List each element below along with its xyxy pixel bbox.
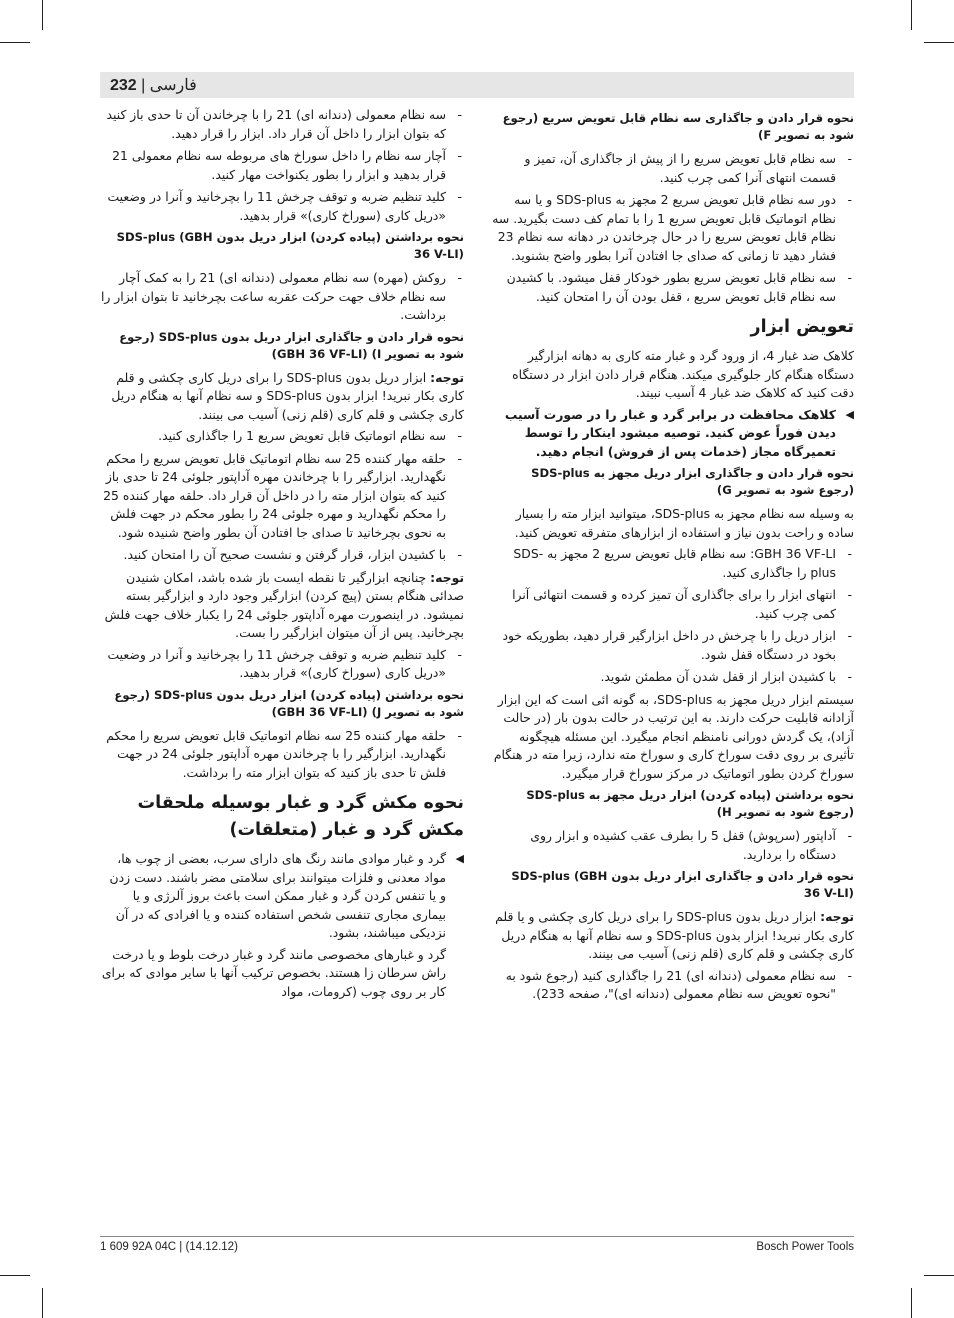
list-item: - کلید تنظیم ضربه و توقف چرخش 11 را بچرخانید و آنرا در وضعیت «دریل کاری (سوراخ کاری)» قرار بدهید. (107, 646, 462, 680)
dash-marker: - (847, 967, 852, 983)
crop-mark (0, 42, 30, 43)
crop-mark (924, 42, 954, 43)
dash-marker: - (847, 828, 852, 843)
dash-marker: - (457, 727, 462, 743)
header-separator: | (136, 77, 150, 94)
list-item: - کلید تنظیم ضربه و توقف چرخش 11 را بچرخانید و آنرا در وضعیت «دریل کاری (سوراخ کاری)» قرار بدهید. (107, 189, 462, 223)
crop-mark (42, 1288, 43, 1318)
paragraph: کلاهک ضد غبار 4، از ورود گرد و غبار مته کاری به دهانه ابزارگیر دستگاه هنگام کار جلوگیری میکند. هنگام قرار دادن ابزار در دستگاه دقت کنید که کلاهک ضد غبار 4 آسیب نبیند. (512, 348, 854, 400)
list-item: - ابزار دریل را با چرخش در داخل ابزارگیر قرار دهید، بطوریکه خود بخود در دستگاه قفل شود. (502, 628, 852, 662)
tools-heading: تعویض ابزار (750, 317, 854, 337)
dash-marker: - (457, 270, 462, 285)
dash-marker: - (457, 646, 462, 662)
section-heading: نحوه برداشتن (پیاده کردن) ابزار دریل بدون SDS-plus (GBH 36 V-LI) (116, 230, 464, 261)
footer-doc-code: 1 609 92A 04C | (14.12.12) (100, 1241, 238, 1253)
dash-marker: - (847, 587, 852, 602)
list-item: - سه نظام اتوماتیک قابل تعویض سریع 1 را جاگذاری کنید. (100, 427, 464, 446)
list-item: - با کشیدن ابزار از قفل شدن آن مطمئن شوید. (492, 668, 854, 687)
paragraph: به وسیله سه نظام مجهز به SDS-plus، میتوانید ابزار مته را بسیار ساده و راحت بدون نیاز و استفاده از ابزارهای متفرقه تعویض کنید. (514, 506, 854, 540)
crop-mark (911, 0, 912, 30)
note: توجه: ابزار دریل بدون SDS-plus را برای دریل کاری چکشی و یا قلم کاری بکار نبرید! ابزار بدون SDS-plus و سه نظام آنها به هنگام دریل کاری چکشی و قلم کاری (قلم زنی) آسیب می بینند. (495, 909, 854, 961)
warning-triangle-icon: ◀ (845, 407, 854, 421)
footer-brand: Bosch Power Tools (756, 1241, 854, 1253)
paragraph: گرد و غبارهای مخصوصی مانند گرد و غبار درخت بلوط و یا درخت راش سرطان زا هستند. بخصوص ترکیب آنها با سایر موادی که برای کار بر روی چوب (کرومات، مواد (101, 946, 446, 999)
right-column (492, 106, 854, 1008)
note: توجه: ابزار دریل بدون SDS-plus را برای دریل کاری چکشی و قلم کاری بکار نبرید! ابزار بدون SDS-plus و سه نظام آنها به هنگام دریل کاری چکشی و قلم کاری (قلم زنی) آسیب می بینند. (111, 369, 464, 422)
paragraph: سیستم ابزار دریل مجهز به SDS-plus، به گونه ائی است که این ابزار آزادانه قابلیت حرکت دارند. به این ترتیب در حالت بدون بار (در حالت آزاد)، یک گردش دورانی نامنظم انجام میگیرد. این مسئله هیچگونه تأثیری بر روی دقت سوراخ کاری و سوراخ مته ندارد، زیرا مته در هنگام سوراخ کردن بطور اتوماتیک در مرکز سوراخ قرار میگیرد. (493, 691, 854, 781)
section-heading: نحوه برداشتن (پیاده کردن) ابزار دریل مجهز به SDS-plus (رجوع شود به تصویر H) (526, 788, 854, 819)
list-item: - سه نظام معمولی (دندانه ای) 21 را جاگذاری کنید (رجوع شود به "نحوه تعویض سه نظام معمولی (دندانه ای)"، صفحه 233). (505, 967, 852, 1001)
warning-item: ◀ گرد و غبار موادی مانند رنگ های دارای سرب، بعضی از چوب ها، مواد معدنی و فلزات میتوانند برای سلامتی مضر باشند. دست زدن و یا تنفس کردن گرد و غبار ممکن است باعث بروز آلرژی و یا بیماری مجاری تنفسی شخص استفاده کننده و یا افرادی که در آن نزدیکی میباشند، بشود. (109, 851, 464, 940)
section-heading: نحوه قرار دادن و جاگذاری سه نظام قابل تعویض سریع (رجوع شود به تصویر F) (502, 111, 854, 142)
list-item: - GBH 36 VF-LI: سه نظام قابل تعویض سریع 2 مجهز به SDS-plus را جاگذاری کنید. (513, 546, 852, 580)
left-column (100, 106, 464, 1218)
list-item: - دور سه نظام قابل تعویض سریع 2 مجهز به SDS-plus و یا سه نظام اتوماتیک قابل تعویض سریع 1 را با تمام کف دست بگیرید. سه نظام قابل تعویض سریع را در حال چرخاندن در دهانه سه نظام 23 فشار دهید تا زمانی که صدای جا افتادن آنرا بطور واضح بشنوید. (492, 192, 852, 263)
warning-triangle-icon: ◀ (455, 852, 464, 865)
list-item: - آداپتور (سرپوش) قفل 5 را بطرف عقب کشیده و ابزار روی دستگاه را بردارید. (530, 828, 852, 862)
page-header-bar (100, 72, 854, 98)
list-item: - سه نظام قابل تعویض سریع را از پیش از جاگذاری آن، تمیز و قسمت انتهای آنرا کمی چرب کنید. (524, 151, 852, 185)
list-item: - حلقه مهار کننده 25 سه نظام اتوماتیک قابل تعویض سریع را محکم نگهدارید. ابزارگیر را با چرخاندن مهره آداپتور جلوئی 24 تا حدی باز کنید که بتوان ابزار مته را در داخل آن قرار داد. حلقه مهار کننده 25 را محکم نگهدارید و مهره جلوئی 24 را بطور محکم در جهت فلش به نحوی بچرخانید تا صدای جا افتادن آن بطور واضح شنیده شود. (103, 450, 462, 540)
dash-marker: - (457, 547, 462, 562)
dust-extraction-heading: نحوه مکش گرد و غبار بوسیله ملحقات مکش گرد و غبار (متعلقات) (137, 793, 464, 840)
dash-marker: - (847, 270, 852, 285)
note-label: توجه: (430, 369, 464, 385)
list-item: - انتهای ابزار را برای جاگذاری آن تمیز کرده و قسمت انتهائی آنرا کمی چرب کنید. (512, 587, 852, 621)
dash-marker: - (847, 151, 852, 166)
footer-rule (100, 1236, 854, 1237)
dash-marker: - (457, 148, 462, 163)
page-number: 232 (110, 77, 137, 94)
crop-mark (924, 1275, 954, 1276)
crop-mark (0, 1275, 30, 1276)
section-heading: نحوه برداشتن (پیاده کردن) ابزار دریل بدون SDS-plus (رجوع شود به تصویر J) (GBH 36 VF-LI) (114, 687, 464, 719)
dash-marker: - (847, 628, 852, 643)
list-item: - روکش (مهره) سه نظام معمولی (دندانه ای) 21 را به کمک آچار سه نظام خلاف جهت حرکت عقربه ساعت بچرخانید تا بتوان ابزار را برداشت. (100, 270, 462, 322)
crop-mark (911, 1288, 912, 1318)
note-label: توجه: (820, 909, 854, 924)
dash-marker: - (457, 428, 462, 443)
page-header (110, 75, 197, 95)
dash-marker: - (847, 546, 852, 561)
note: توجه: چنانچه ابزارگیر تا نقطه ایست باز شده باشد، امکان شنیدن صدائی هنگام بستن (پیچ کردن) ابزارگیر وجود دارد و ابزارگیر بسته نمیشود. در اینصورت مهره آداپتور جلوئی 24 را یکبار خلاف جهت فلش بچرخانید. پس از آن میتوان ابزارگیر را بست. (104, 569, 464, 640)
warning-item: ◀ کلاهک محافظت در برابر گرد و غبار را در صورت آسیب دیدن فوراً عوض کنید. توصیه میشود اینکار را توسط تعمیرگاه مجاز (خدمات پس از فروش) انجام دهید. (504, 406, 854, 459)
list-item: - سه نظام معمولی (دندانه ای) 21 را با چرخاندن آن تا حدی باز کنید که بتوان ابزار را داخل آن قرار داد. ابزار را قرار دهید. (106, 107, 462, 141)
section-heading: نحوه قرار دادن و جاگذاری ابزار دریل بدون SDS-plus (GBH 36 V-LI) (511, 869, 854, 900)
dash-marker: - (457, 107, 462, 122)
dash-marker: - (847, 192, 852, 207)
dash-marker: - (457, 450, 462, 466)
section-heading: نحوه قرار دادن و جاگذاری ابزار دریل مجهز به SDS-plus (رجوع شود به تصویر G) (531, 466, 854, 497)
dash-marker: - (457, 189, 462, 204)
list-item: - آچار سه نظام را داخل سوراخ های مربوطه سه نظام معمولی 21 قرار بدهید و ابزار را بطور یکنواخت مهار کنید. (112, 148, 462, 182)
note-label: توجه: (430, 569, 464, 585)
header-language: فارسی (149, 77, 197, 94)
section-heading: نحوه قرار دادن و جاگذاری ابزار دریل بدون SDS-plus (رجوع شود به تصویر I) (GBH 36 VF-LI) (119, 329, 464, 361)
list-item: - با کشیدن ابزار، قرار گرفتن و نشست صحیح آن را امتحان کنید. (100, 546, 464, 565)
dash-marker: - (847, 669, 852, 684)
list-item: - سه نظام قابل تعویض سریع بطور خودکار قفل میشود. با کشیدن سه نظام قابل تعویض سریع ، قفل بودن آن را امتحان کنید. (506, 270, 852, 304)
list-item: - حلقه مهار کننده 25 سه نظام اتوماتیک قابل تعویض سریع را محکم نگهدارید. ابزارگیر را با چرخاندن مهره آداپتور جلوئی 24 در جهت فلش تا حدی باز کنید که بتوان ابزار مته را برداشت. (106, 727, 462, 780)
crop-mark (42, 0, 43, 30)
